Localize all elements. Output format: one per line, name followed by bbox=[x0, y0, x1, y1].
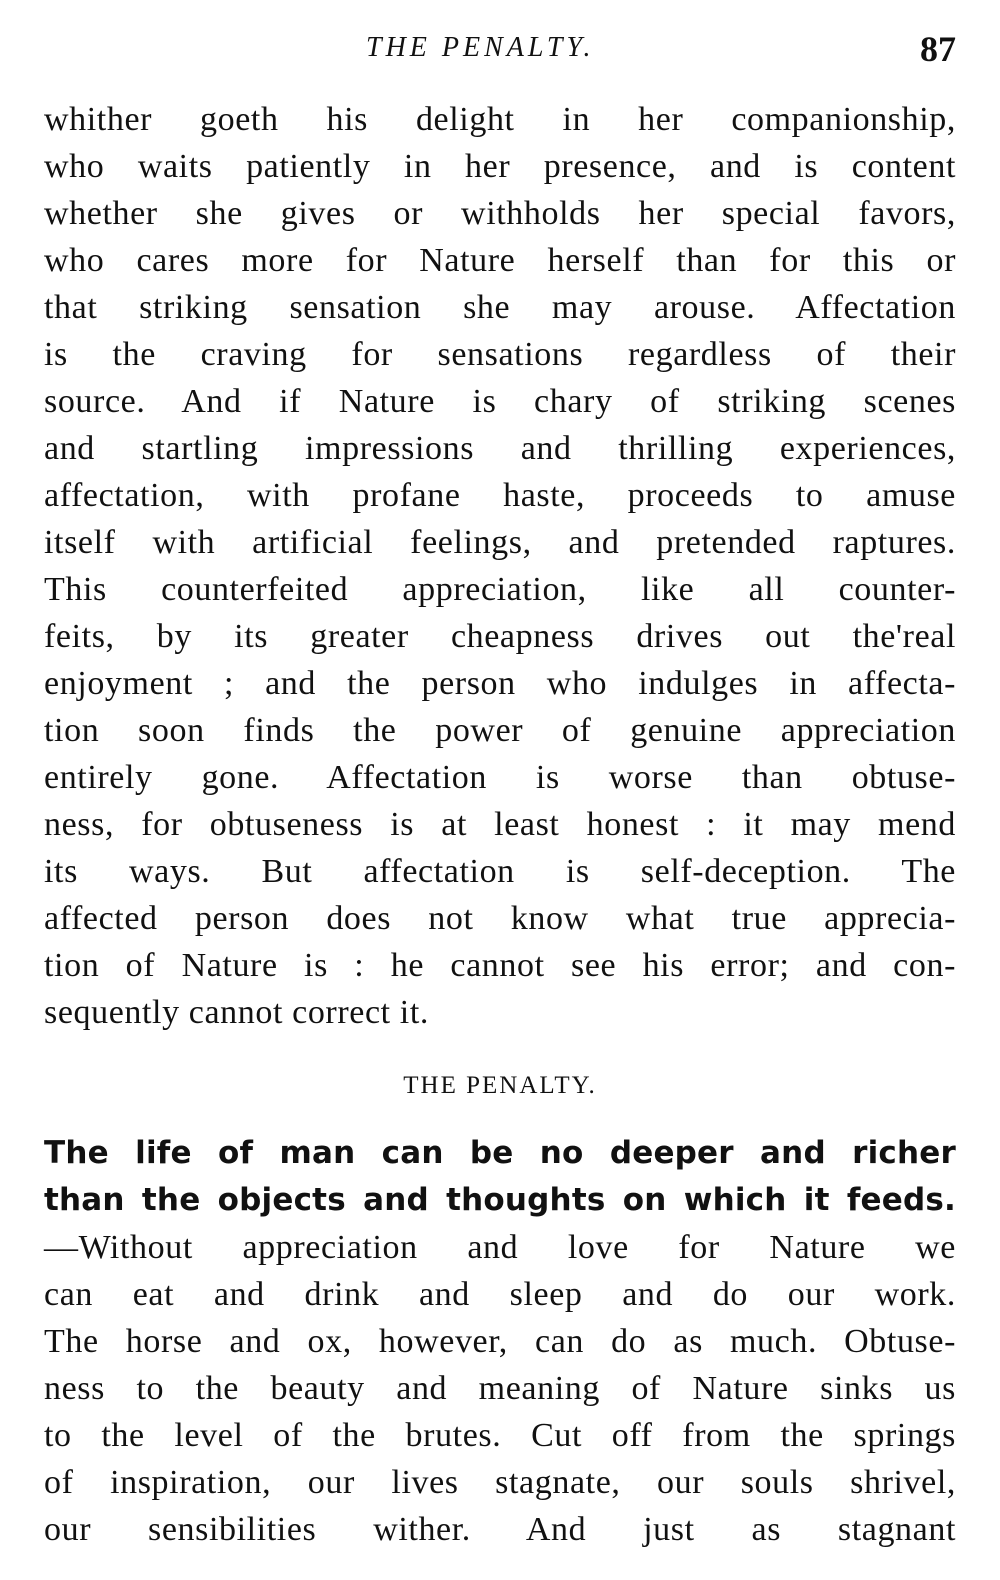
text-line: is the craving for sensations regardless of their bbox=[44, 336, 956, 373]
text-line: feits, by its greater cheapness drives out the'real bbox=[44, 618, 956, 655]
text-line: ness, for obtuseness is at least honest : it may mend bbox=[44, 806, 956, 843]
text-line: to the level of the brutes. Cut off from the springs bbox=[44, 1417, 956, 1454]
text-line: that striking sensation she may arouse. Affectation bbox=[44, 289, 956, 326]
text-line: who waits patiently in her presence, and is content bbox=[44, 148, 956, 185]
paragraph-1 bbox=[44, 96, 956, 1036]
text-line: tion soon finds the power of genuine appreciation bbox=[44, 712, 956, 749]
text-line: sequently cannot correct it. bbox=[44, 994, 429, 1031]
page-number: 87 bbox=[920, 29, 956, 69]
section-heading: THE PENALTY. bbox=[403, 1072, 597, 1099]
text-line: enjoyment ; and the person who indulges in affecta- bbox=[44, 665, 956, 702]
text-line: who cares more for Nature herself than for this or bbox=[44, 242, 956, 279]
text-line: source. And if Nature is chary of striking scenes bbox=[44, 383, 956, 420]
text-line: ness to the beauty and meaning of Nature sinks us bbox=[44, 1370, 956, 1407]
text-line: our sensibilities wither. And just as stagnant bbox=[44, 1511, 956, 1548]
running-head bbox=[0, 28, 1000, 78]
bold-lead-line: The life of man can be no deeper and richer bbox=[44, 1135, 956, 1171]
text-line: of inspiration, our lives stagnate, our souls shrivel, bbox=[44, 1464, 956, 1501]
text-line: —Without appreciation and love for Nature we bbox=[44, 1229, 956, 1266]
text-line: affected person does not know what true apprecia- bbox=[44, 900, 956, 937]
text-line: entirely gone. Affectation is worse than obtuse- bbox=[44, 759, 956, 796]
text-line: and startling impressions and thrilling experiences, bbox=[44, 430, 956, 467]
text-line: whither goeth his delight in her companionship, bbox=[44, 101, 956, 138]
text-line: The horse and ox, however, can do as much. Obtuse- bbox=[44, 1323, 956, 1360]
text-line: affectation, with profane haste, proceeds to amuse bbox=[44, 477, 956, 514]
bold-lead-line: than the objects and thoughts on which it feeds. bbox=[44, 1182, 956, 1218]
text-line: whether she gives or withholds her special favors, bbox=[44, 195, 956, 232]
paragraph-2 bbox=[44, 1130, 956, 1553]
text-line: can eat and drink and sleep and do our work. bbox=[44, 1276, 956, 1313]
text-line: tion of Nature is : he cannot see his error; and con- bbox=[44, 947, 956, 984]
text-line: This counterfeited appreciation, like all counter- bbox=[44, 571, 956, 608]
text-line: its ways. But affectation is self-deception. The bbox=[44, 853, 956, 890]
running-title: THE PENALTY. bbox=[366, 32, 595, 63]
text-line: itself with artificial feelings, and pretended raptures. bbox=[44, 524, 956, 561]
